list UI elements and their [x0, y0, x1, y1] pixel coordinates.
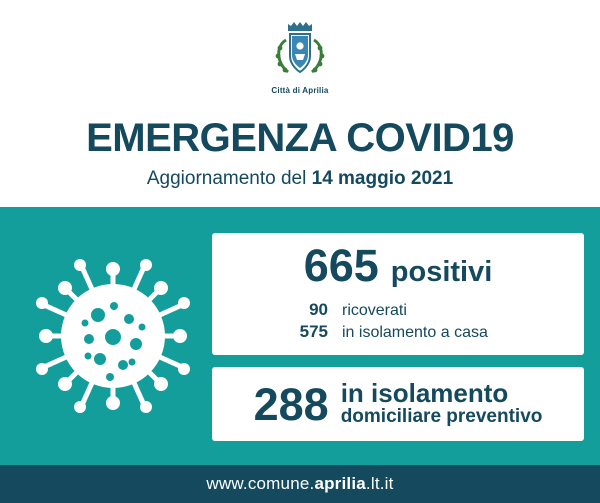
preventive-isolation-label-line2: domiciliare preventivo — [340, 406, 543, 428]
preventive-isolation-row — [212, 367, 584, 441]
website-url[interactable] — [206, 474, 393, 493]
header-section — [0, 0, 600, 207]
coronavirus-icon — [26, 249, 201, 424]
preventive-isolation-count: 288 — [253, 378, 329, 430]
crest-caption: Città di Aprilia — [271, 86, 329, 95]
positives-panel — [212, 233, 584, 355]
positives-main-row — [212, 233, 584, 291]
hospitalized-count: 90 — [309, 300, 328, 319]
footer-bar — [0, 465, 600, 503]
update-date-line — [0, 168, 600, 190]
page-title: EMERGENZA COVID19 — [86, 116, 514, 160]
update-prefix: Aggiornamento del — [146, 168, 312, 189]
update-date: 14 maggio 2021 — [311, 168, 454, 189]
home-isolation-count: 575 — [299, 322, 328, 341]
city-crest — [255, 18, 345, 95]
stats-section — [0, 207, 600, 465]
url-prefix: www.comune. — [206, 474, 315, 493]
positives-breakdown — [212, 300, 584, 342]
url-suffix: .lt.it — [365, 474, 394, 493]
preventive-isolation-labels — [340, 377, 543, 428]
preventive-isolation-panel — [212, 367, 584, 441]
breakdown-row — [270, 322, 584, 342]
coat-of-arms-icon — [272, 18, 328, 84]
preventive-isolation-label-line1: in isolamento — [340, 377, 509, 408]
positives-count: 665 — [303, 240, 379, 291]
url-bold: aprilia — [314, 474, 366, 493]
breakdown-row — [270, 300, 584, 320]
hospitalized-label: ricoverati — [342, 302, 407, 319]
home-isolation-label: in isolamento a casa — [342, 324, 488, 341]
positives-label: positivi — [390, 256, 493, 288]
